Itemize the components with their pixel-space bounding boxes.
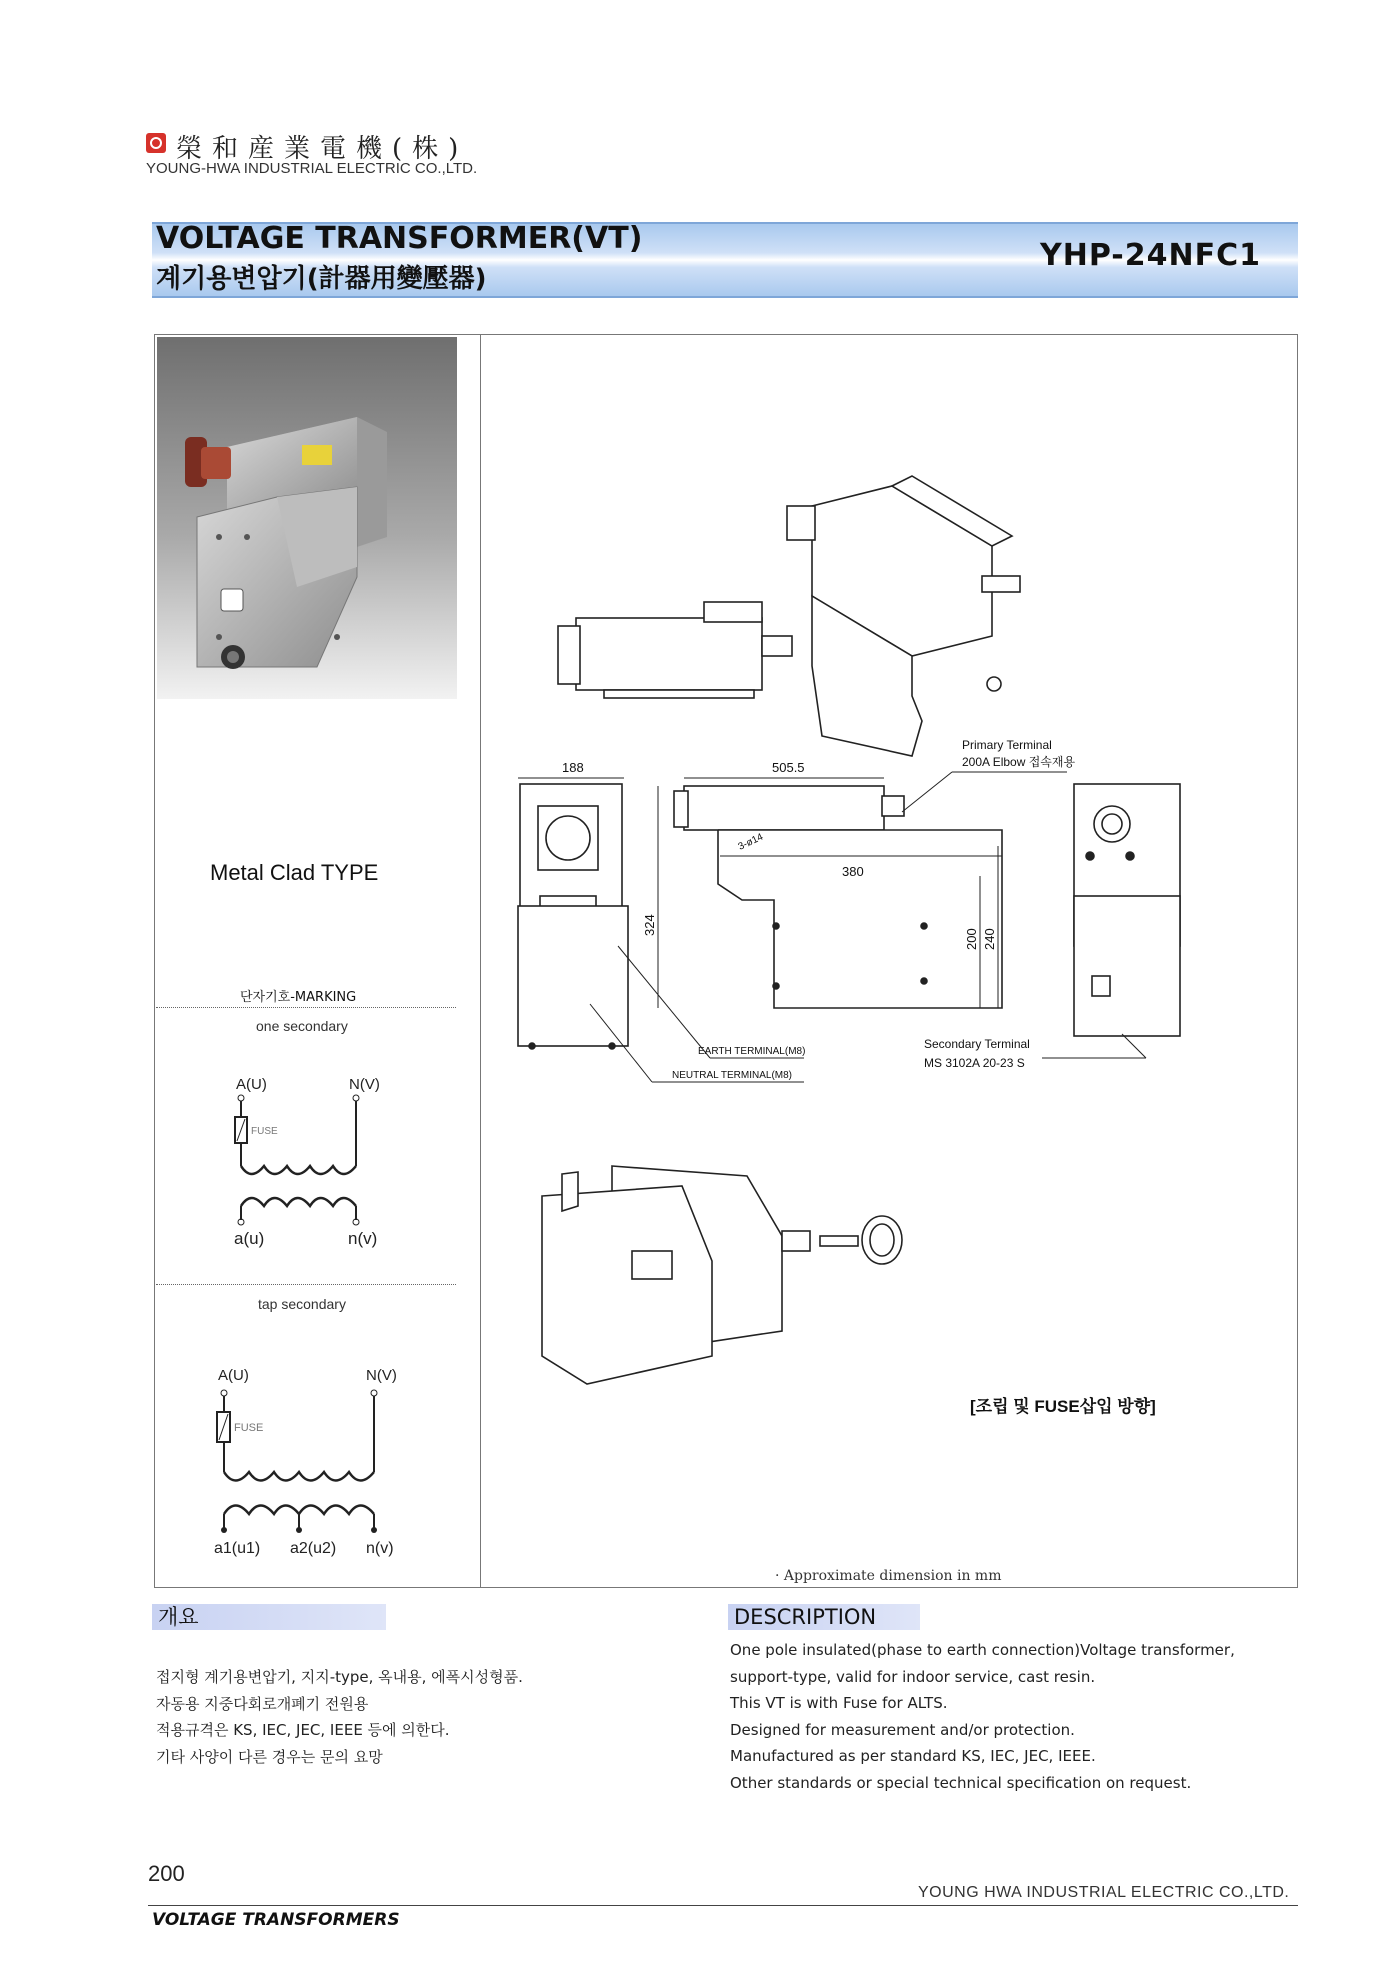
overview-line: 자동용 지중다회로개폐기 전원용	[156, 1694, 369, 1713]
terminal-a-u: A(U)	[236, 1076, 267, 1093]
assembly-caption: [조립 및 FUSE삽입 방향]	[970, 1397, 1156, 1416]
dimension-505-5: 505.5	[772, 760, 805, 775]
frame-divider	[480, 334, 481, 1588]
description-line: This VT is with Fuse for ALTS.	[730, 1694, 948, 1712]
fuse-label: FUSE	[251, 1126, 278, 1137]
company-name-korean: 榮和産業電機(株)	[176, 134, 469, 164]
technical-drawing	[482, 336, 1296, 1586]
dimension-200: 200	[964, 928, 979, 950]
description-line: support-type, valid for indoor service, cast resin.	[730, 1667, 1096, 1686]
dimension-380: 380	[842, 864, 864, 879]
divider-dotted	[156, 1007, 456, 1008]
earth-terminal-label: EARTH TERMINAL(M8)	[698, 1046, 806, 1057]
terminal-a1-u1: a1(u1)	[214, 1540, 261, 1557]
secondary-terminal-sub: MS 3102A 20-23 S	[924, 1056, 1025, 1070]
terminal-n-v-lower: n(v)	[366, 1540, 394, 1557]
dimension-188: 188	[562, 760, 584, 775]
type-label: Metal Clad TYPE	[210, 860, 379, 885]
product-subtitle: 계기용변압기(計器用變壓器)	[156, 264, 487, 294]
model-number: YHP-24NFC1	[1040, 238, 1261, 273]
terminal-a-u-lower: a(u)	[234, 1229, 265, 1248]
marking-title: 단자기호-MARKING	[240, 990, 357, 1005]
neutral-terminal-label: NEUTRAL TERMINAL(M8)	[672, 1070, 793, 1081]
terminal-n-v: N(V)	[366, 1367, 397, 1384]
secondary-winding	[224, 1506, 374, 1515]
terminal-a2-u2: a2(u2)	[290, 1540, 337, 1557]
overview-line: 적용규격은 KS, IEC, JEC, IEEE 등에 의한다.	[156, 1721, 450, 1739]
front-view	[518, 784, 628, 1049]
company-name-english: YOUNG-HWA INDUSTRIAL ELECTRIC CO.,LTD.	[146, 160, 478, 177]
terminal-n-v: N(V)	[349, 1076, 380, 1093]
overview-text	[156, 1664, 636, 1770]
one-secondary-schematic	[214, 1070, 394, 1250]
primary-winding	[224, 1472, 374, 1481]
footer-rule	[148, 1905, 1298, 1906]
description-line: One pole insulated(phase to earth connection)Voltage transformer,	[730, 1641, 1235, 1659]
footer-category: VOLTAGE TRANSFORMERS	[152, 1910, 400, 1930]
hole-spec: 3-ø14	[736, 831, 765, 853]
side-view-main	[674, 786, 1002, 1008]
secondary-terminal-label: Secondary Terminal	[924, 1037, 1030, 1051]
primary-winding	[241, 1166, 356, 1174]
footer-company: YOUNG HWA INDUSTRIAL ELECTRIC CO.,LTD.	[918, 1884, 1290, 1901]
description-line: Manufactured as per standard KS, IEC, JEC, IEEE.	[730, 1747, 1096, 1765]
product-photo	[157, 337, 457, 699]
description-line: Designed for measurement and/or protection.	[730, 1720, 1075, 1739]
one-secondary-label: one secondary	[256, 1018, 348, 1034]
secondary-winding	[241, 1198, 356, 1206]
overview-line: 기타 사양이 다른 경우는 문의 요망	[156, 1747, 383, 1766]
primary-terminal-sub: 200A Elbow 접속재용	[962, 755, 1076, 769]
description-line: Other standards or special technical specification on request.	[730, 1773, 1192, 1792]
overview-line: 접지형 계기용변압기, 지지-type, 옥내용, 에폭시성형품.	[156, 1668, 523, 1686]
isometric-view-top	[787, 476, 1020, 756]
assembly-view	[542, 1166, 902, 1384]
approx-dimension-note: · Approximate dimension in mm	[775, 1568, 1002, 1584]
dimension-324: 324	[642, 914, 657, 936]
divider-dotted	[156, 1284, 456, 1285]
terminal-n-v-lower: n(v)	[348, 1229, 378, 1248]
description-text	[730, 1637, 1300, 1796]
rear-view	[1074, 784, 1180, 1036]
side-view-top	[558, 602, 792, 698]
tap-secondary-label: tap secondary	[258, 1296, 346, 1312]
terminal-a-u: A(U)	[218, 1367, 249, 1384]
description-heading: DESCRIPTION	[728, 1604, 920, 1630]
dimension-240: 240	[982, 928, 997, 950]
company-logo	[146, 133, 166, 153]
page-number: 200	[148, 1861, 185, 1886]
primary-terminal-label: Primary Terminal	[962, 738, 1052, 752]
overview-heading: 개요	[152, 1604, 386, 1630]
fuse-label: FUSE	[234, 1422, 264, 1434]
product-title: VOLTAGE TRANSFORMER(VT)	[156, 221, 643, 256]
tap-secondary-schematic	[210, 1360, 420, 1560]
